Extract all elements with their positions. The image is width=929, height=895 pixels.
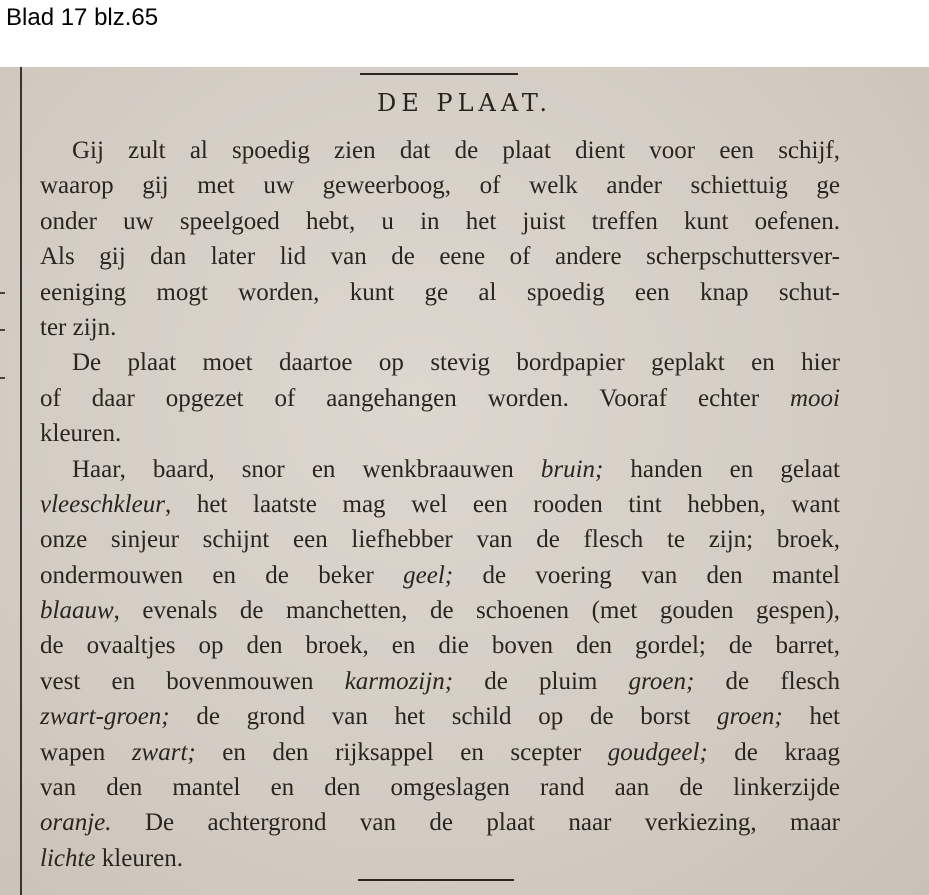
edge-tick <box>0 377 5 379</box>
text-line: wapen zwart; en den rijksappel en scepter goudgeel; de kraag <box>40 738 840 766</box>
section-heading: DE PLAAT. <box>377 89 552 117</box>
text-line: eeniging mogt worden, kunt ge al spoedig een knap schut- <box>40 278 840 306</box>
text-line: kleuren. <box>40 420 122 448</box>
text-line: oranje. De achtergrond van de plaat naar verkiezing, maar <box>40 809 840 837</box>
text-line: Gij zult al spoedig zien dat de plaat dient voor een schijf, <box>72 137 840 164</box>
body-text <box>40 133 840 876</box>
text-line: De plaat moet daartoe op stevig bordpapier geplakt en hier <box>72 349 840 377</box>
text-line: of daar opgezet of aangehangen worden. Vooraf echter mooi <box>40 384 840 412</box>
text-line: ondermouwen en de beker geel; de voering van den mantel <box>40 561 841 589</box>
page-gutter-line <box>20 67 22 895</box>
top-rule <box>360 73 518 75</box>
text-line: vest en bovenmouwen karmozijn; de pluim groen; de flesch <box>40 667 841 695</box>
edge-tick <box>0 329 5 331</box>
text-line: Als gij dan later lid van de eene of andere scherpschuttersver- <box>40 243 840 271</box>
text-line: de ovaaltjes op den broek, en die boven den gordel; de barret, <box>40 632 840 660</box>
edge-tick <box>0 292 5 294</box>
text-line: blaauw, evenals de manchetten, de schoenen (met gouden gespen), <box>40 597 840 625</box>
text-line: onze sinjeur schijnt een liefhebber van de flesch te zijn; broek, <box>40 526 840 554</box>
text-line: van den mantel en den omgeslagen rand aan de linkerzijde <box>40 774 840 802</box>
text-line: lichte kleuren. <box>40 844 183 872</box>
scanned-page <box>0 67 929 895</box>
bottom-rule <box>358 879 514 881</box>
text-line: onder uw speelgoed hebt, u in het juist treffen kunt oefenen. <box>40 207 840 235</box>
text-line: Haar, baard, snor en wenkbraauwen bruin; handen en gelaat <box>72 455 841 483</box>
text-line: waarop gij met uw geweerboog, of welk ander schiettuig ge <box>40 172 840 200</box>
image-caption: Blad 17 blz.65 <box>6 4 159 31</box>
text-line: ter zijn. <box>40 313 117 341</box>
text-line: zwart-groen; de grond van het schild op de borst groen; het <box>40 703 840 731</box>
text-line: vleeschkleur, het laatste mag wel een rooden tint hebben, want <box>40 490 840 518</box>
